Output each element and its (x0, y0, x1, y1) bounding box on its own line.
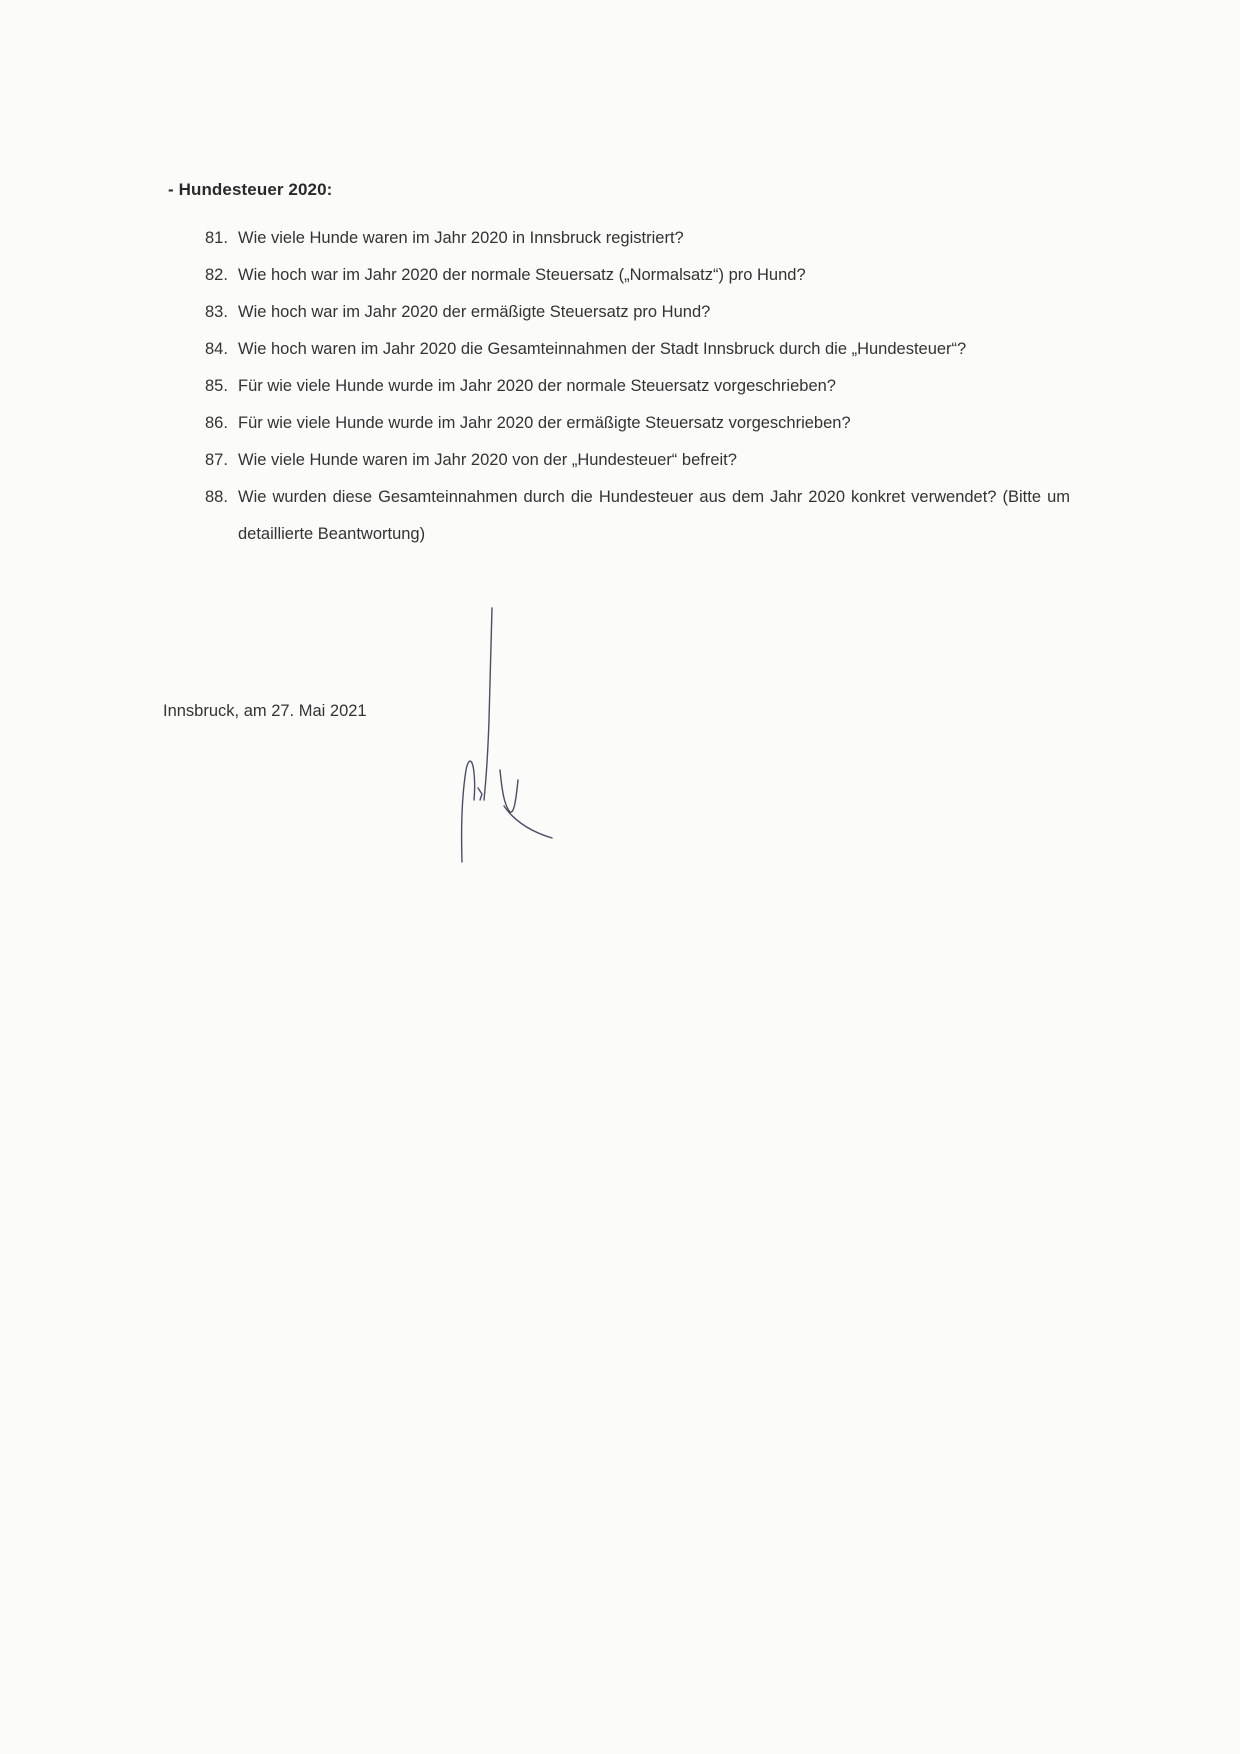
question-text: Wie hoch waren im Jahr 2020 die Gesamteinnahmen der Stadt Innsbruck durch die „Hundesteuer“? (238, 340, 967, 358)
question-item (205, 442, 1070, 479)
handwritten-signature (440, 600, 580, 880)
question-text: Für wie viele Hunde wurde im Jahr 2020 der normale Steuersatz vorgeschrieben? (238, 377, 836, 395)
question-text: Für wie viele Hunde wurde im Jahr 2020 der ermäßigte Steuersatz vorgeschrieben? (238, 414, 851, 432)
question-number: 82. (205, 266, 228, 284)
question-text: Wie viele Hunde waren im Jahr 2020 von der „Hundesteuer“ befreit? (238, 451, 737, 469)
question-number: 86. (205, 414, 228, 432)
question-text: Wie wurden diese Gesamteinnahmen durch die Hundesteuer aus dem Jahr 2020 konkret verwendet? (Bitte um detaillierte Beantwortung) (238, 488, 1070, 543)
question-item (205, 257, 1070, 294)
question-number: 87. (205, 451, 228, 469)
question-item (205, 405, 1070, 442)
section-heading: - Hundesteuer 2020: (168, 180, 333, 199)
question-number: 88. (205, 488, 228, 506)
question-item (205, 220, 1070, 257)
question-number: 83. (205, 303, 228, 321)
question-text: Wie hoch war im Jahr 2020 der normale Steuersatz („Normalsatz“) pro Hund? (238, 266, 806, 284)
question-item (205, 294, 1070, 331)
place-date-line: Innsbruck, am 27. Mai 2021 (163, 702, 367, 720)
question-item (205, 479, 1070, 553)
question-text: Wie viele Hunde waren im Jahr 2020 in Innsbruck registriert? (238, 229, 684, 247)
question-text: Wie hoch war im Jahr 2020 der ermäßigte Steuersatz pro Hund? (238, 303, 711, 321)
question-number: 84. (205, 340, 228, 358)
question-number: 85. (205, 377, 228, 395)
question-item (205, 368, 1070, 405)
question-list (205, 220, 1070, 553)
question-item (205, 331, 1070, 368)
question-number: 81. (205, 229, 228, 247)
